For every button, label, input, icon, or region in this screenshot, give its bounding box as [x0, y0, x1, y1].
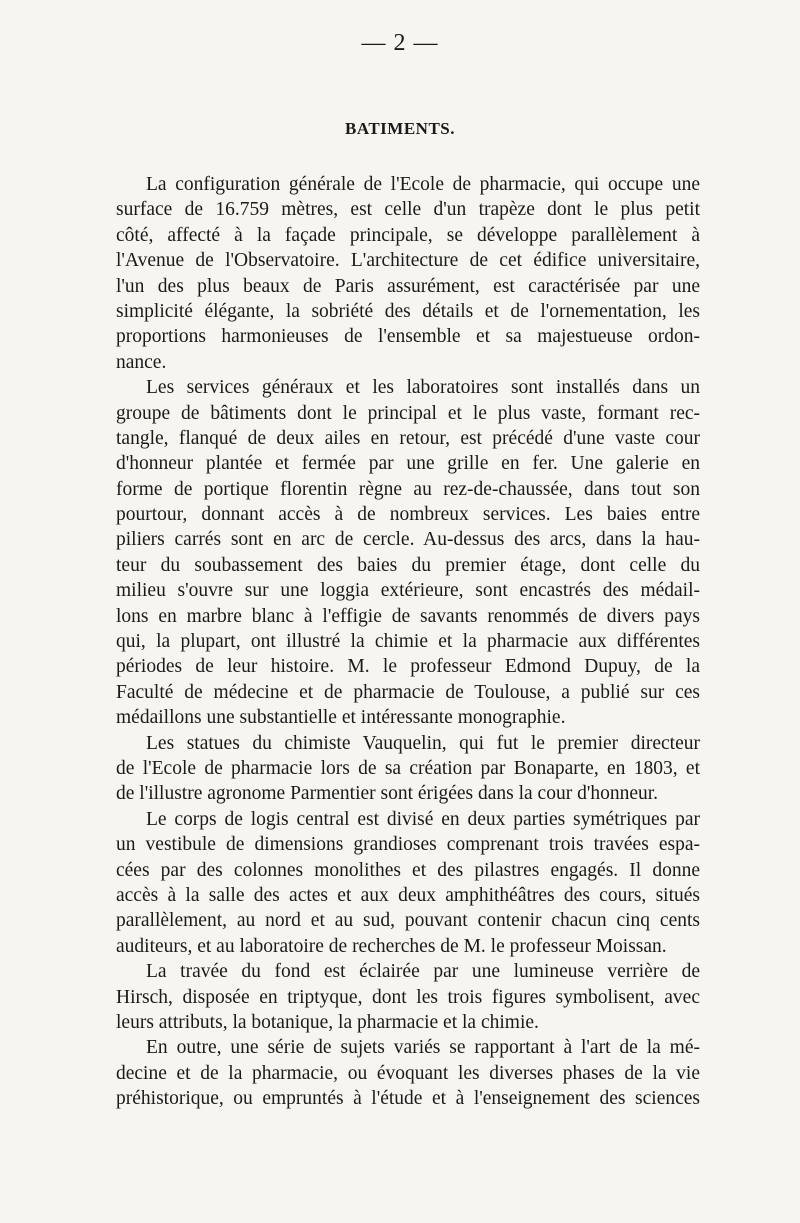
text-line: decine et de la pharmacie, ou évoquant les diverses phases de la vie	[116, 1062, 700, 1084]
text-line: préhistorique, ou empruntés à l'étude et à l'enseignement des sciences	[116, 1088, 700, 1110]
text-line: de l'illustre agronome Parmentier sont érigées dans la cour d'honneur.	[116, 783, 659, 805]
text-line: qui, la plupart, ont illustré la chimie et la pharmacie aux différentes	[116, 631, 700, 653]
section-title: BATIMENTS.	[344, 119, 455, 138]
text-line: un vestibule de dimensions grandioses comprenant trois travées espa-	[116, 834, 700, 856]
text-line: Le corps de logis central est divisé en deux parties symétriques par	[146, 808, 700, 830]
page-number: — 2 —	[361, 30, 439, 56]
text-line: Faculté de médecine et de pharmacie de Toulouse, a publié sur ces	[116, 681, 700, 703]
text-line: cées par des colonnes monolithes et des pilastres engagés. Il donne	[116, 859, 700, 881]
text-line: auditeurs, et au laboratoire de recherches de M. le professeur Moissan.	[116, 935, 667, 957]
text-line: pourtour, donnant accès à de nombreux services. Les baies entre	[116, 504, 700, 526]
text-line: simplicité élégante, la sobriété des détails et de l'ornementation, les	[116, 300, 700, 322]
text-line: de l'Ecole de pharmacie lors de sa création par Bonaparte, en 1803, et	[116, 757, 700, 779]
text-line: parallèlement, au nord et au sud, pouvant contenir chacun cinq cents	[116, 910, 700, 932]
text-line: lons en marbre blanc à l'effigie de savants renommés de divers pays	[116, 605, 700, 627]
text-line: piliers carrés sont en arc de cercle. Au-dessus des arcs, dans la hau-	[116, 529, 700, 551]
text-line: groupe de bâtiments dont le principal et le plus vaste, formant rec-	[116, 402, 700, 424]
text-line: milieu s'ouvre sur une loggia extérieure, sont encastrés des médail-	[116, 580, 700, 602]
text-line: accès à la salle des actes et aux deux amphithéâtres des cours, situés	[116, 884, 700, 906]
text-line: teur du soubassement des baies du premier étage, dont celle du	[116, 554, 700, 576]
text-line: tangle, flanqué de deux ailes en retour, est précédé d'une vaste cour	[116, 427, 700, 449]
text-line: nance.	[116, 351, 167, 373]
text-line: La configuration générale de l'Ecole de pharmacie, qui occupe une	[146, 174, 700, 195]
text-line: côté, affecté à la façade principale, se développe parallèlement à	[116, 224, 700, 246]
text-line: proportions harmonieuses de l'ensemble et sa majestueuse ordon-	[116, 326, 700, 348]
text-line: l'Avenue de l'Observatoire. L'architecture de cet édifice universitaire,	[116, 250, 700, 272]
text-line: surface de 16.759 mètres, est celle d'un trapèze dont le plus petit	[116, 199, 700, 221]
text-line: En outre, une série de sujets variés se rapportant à l'art de la mé-	[146, 1037, 700, 1059]
text-line: Les statues du chimiste Vauquelin, qui fut le premier directeur	[146, 732, 700, 754]
text-line: Hirsch, disposée en triptyque, dont les trois figures symbolisent, avec	[116, 986, 700, 1008]
text-line: leurs attributs, la botanique, la pharmacie et la chimie.	[116, 1011, 539, 1033]
text-line: Les services généraux et les laboratoires sont installés dans un	[146, 377, 700, 399]
text-line: forme de portique florentin règne au rez-de-chaussée, dans tout son	[116, 478, 700, 500]
body-text	[116, 172, 700, 1111]
text-line: d'honneur plantée et fermée par une grille en fer. Une galerie en	[116, 453, 700, 475]
text-line: l'un des plus beaux de Paris assurément, est caractérisée par une	[116, 275, 700, 297]
text-line: périodes de leur histoire. M. le professeur Edmond Dupuy, de la	[116, 656, 700, 678]
text-line: La travée du fond est éclairée par une lumineuse verrière de	[146, 961, 700, 983]
text-line: médaillons une substantielle et intéressante monographie.	[116, 707, 566, 729]
